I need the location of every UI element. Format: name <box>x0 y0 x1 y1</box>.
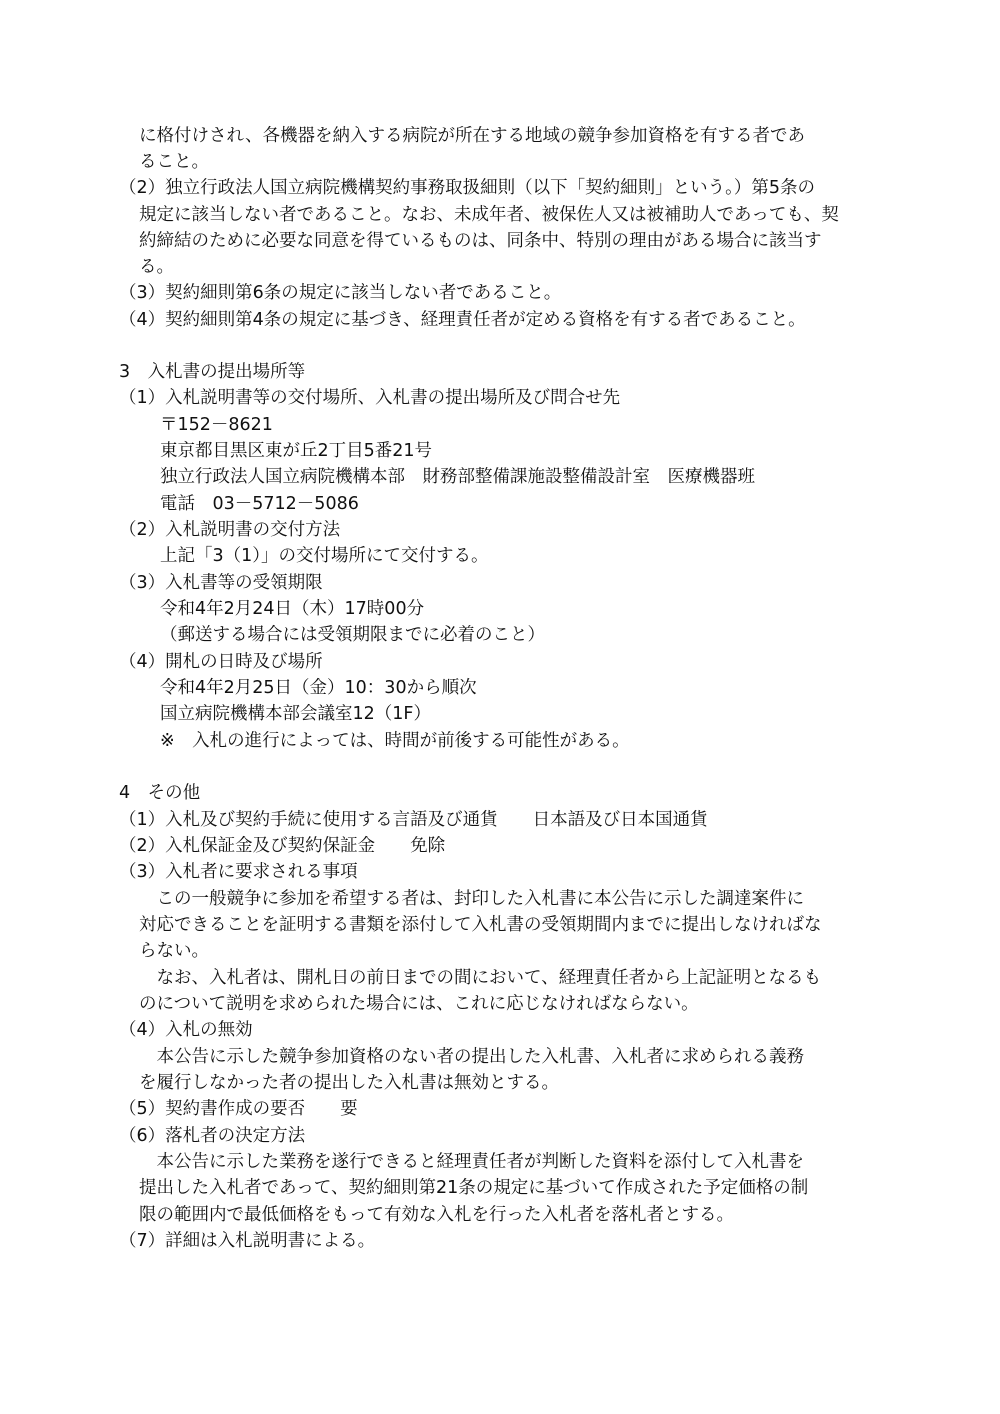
paragraph-line: 限の範囲内で最低価格をもって有効な入札を行った入札者を落札者とする。 <box>139 1205 734 1225</box>
list-item-4-4: （4）入札の無効 <box>119 1020 253 1040</box>
paragraph-line: 規定に該当しない者であること。なお、未成年者、被保佐人又は被補助人であっても、契 <box>139 205 839 225</box>
paragraph-line: のについて説明を求められた場合には、これに応じなければならない。 <box>139 994 699 1014</box>
list-item-4-6: （6）落札者の決定方法 <box>119 1126 306 1146</box>
paragraph-line: なお、入札者は、開札日の前日までの間において、経理責任者から上記証明となるも <box>139 968 822 988</box>
paragraph-line: ること。 <box>139 152 209 172</box>
paragraph-line: 上記「3（1）」の交付場所にて交付する。 <box>160 546 489 566</box>
opening-date: 令和4年2月25日（金）10：30から順次 <box>160 678 477 698</box>
address: 東京都目黒区東が丘2丁目5番21号 <box>160 441 433 461</box>
list-item-2-4: （4）契約細則第4条の規定に基づき、経理責任者が定める資格を有する者であること。 <box>119 310 806 330</box>
organization: 独立行政法人国立病院機構本部 財務部整備課施設整備設計室 医療機器班 <box>160 467 755 487</box>
paragraph-line: この一般競争に参加を希望する者は、封印した入札書に本公告に示した調達案件に <box>139 889 804 909</box>
paragraph-line: 約締結のために必要な同意を得ているものは、同条中、特別の理由がある場合に該当す <box>139 231 822 251</box>
paragraph-line: 本公告に示した業務を遂行できると経理責任者が判断した資料を添付して入札書を <box>139 1152 804 1172</box>
paragraph-line: 本公告に示した競争参加資格のない者の提出した入札書、入札者に求められる義務 <box>139 1047 804 1067</box>
paragraph-line: に格付けされ、各機器を納入する病院が所在する地域の競争参加資格を有する者であ <box>139 126 806 146</box>
paragraph-line: 提出した入札者であって、契約細則第21条の規定に基づいて作成された予定価格の制 <box>139 1178 809 1198</box>
opening-note: ※ 入札の進行によっては、時間が前後する可能性がある。 <box>160 731 630 751</box>
section-4-heading: 4 その他 <box>119 783 201 803</box>
list-item-4-1: （1）入札及び契約手続に使用する言語及び通貨 日本語及び日本国通貨 <box>119 810 708 830</box>
list-item-2-3: （3）契約細則第6条の規定に該当しない者であること。 <box>119 283 562 303</box>
list-item-4-5: （5）契約書作成の要否 要 <box>119 1099 358 1119</box>
deadline-date: 令和4年2月24日（木）17時00分 <box>160 599 425 619</box>
list-item-3-4: （4）開札の日時及び場所 <box>119 652 323 672</box>
section-3-heading: 3 入札書の提出場所等 <box>119 362 306 382</box>
list-item-4-7: （7）詳細は入札説明書による。 <box>119 1231 376 1251</box>
list-item-4-3: （3）入札者に要求される事項 <box>119 862 358 882</box>
paragraph-line: らない。 <box>139 941 209 961</box>
list-item-3-1: （1）入札説明書等の交付場所、入札書の提出場所及び問合せ先 <box>119 388 621 408</box>
postal-code: 〒152－8621 <box>160 415 273 435</box>
deadline-note: （郵送する場合には受領期限までに必着のこと） <box>160 625 545 645</box>
paragraph-line: 対応できることを証明する書類を添付して入札書の受領期間内までに提出しなければな <box>139 915 822 935</box>
paragraph-line: を履行しなかった者の提出した入札書は無効とする。 <box>139 1073 559 1093</box>
list-item-2-2: （2）独立行政法人国立病院機構契約事務取扱細則（以下「契約細則」という。）第5条の <box>119 178 816 198</box>
opening-place: 国立病院機構本部会議室12（1F） <box>160 704 431 724</box>
list-item-3-3: （3）入札書等の受領期限 <box>119 573 323 593</box>
phone-number: 電話 03－5712－5086 <box>160 494 359 514</box>
list-item-4-2: （2）入札保証金及び契約保証金 免除 <box>119 836 446 856</box>
list-item-3-2: （2）入札説明書の交付方法 <box>119 520 341 540</box>
paragraph-line: る。 <box>139 257 174 277</box>
